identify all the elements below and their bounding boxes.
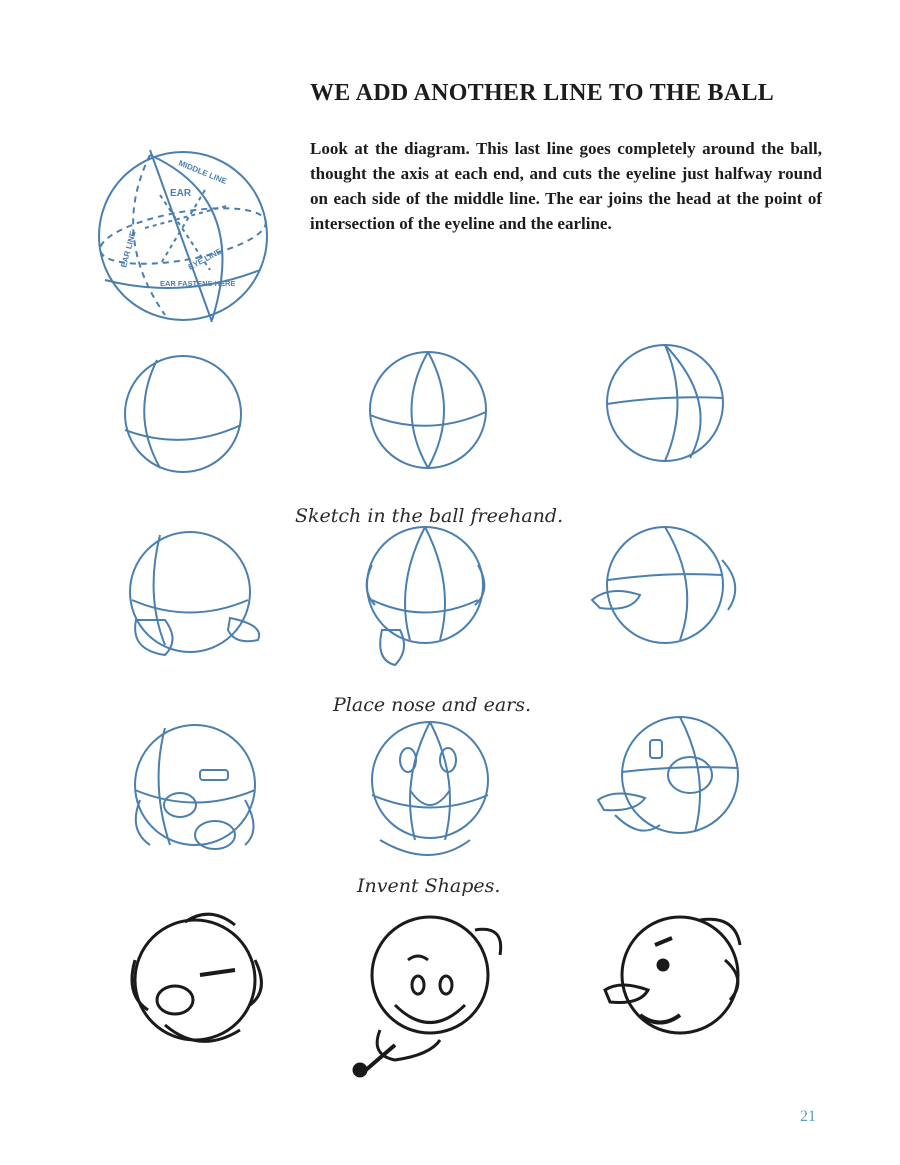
page-number: 21 [800,1108,816,1125]
head-shapes-2 [372,722,488,855]
label-ear-fastens: EAR FASTENS HERE [160,279,236,288]
head-shapes-1 [135,725,255,849]
intro-paragraph: Look at the diagram. This last line goes completely around the ball, thought the axis at each end, and cuts the eyeline just halfway round on each side of the middle line. The ear joins the head at the point of intersection of the eyeline and the earline. [310,139,822,233]
caption-nose: Place nose and ears. [333,694,532,716]
ball-2 [370,352,486,468]
diagram-ball [96,150,270,322]
ball-3 [607,345,723,461]
label-ear-line: EAR LINE [119,230,138,269]
finished-head-1 [132,914,261,1041]
caption-shapes: Invent Shapes. [357,875,501,897]
row-shapes [135,717,738,855]
label-ear: EAR [170,188,192,199]
head-nose-1 [130,532,259,655]
head-nose-2 [367,527,485,665]
page-title: WE ADD ANOTHER LINE TO THE BALL [310,80,775,106]
label-middle-line: MIDDLE LINE [177,158,229,187]
row-balls [125,345,723,472]
row-nose-ears [130,527,735,665]
label-eye-line: EYE LINE [186,246,224,272]
caption-sketch: Sketch in the ball freehand. [295,505,564,527]
row-finished-heads [132,914,740,1076]
ball-1 [125,356,241,472]
head-shapes-3 [598,717,738,833]
head-nose-3 [592,527,735,643]
finished-head-2 [354,917,501,1076]
finished-head-3 [605,917,740,1033]
